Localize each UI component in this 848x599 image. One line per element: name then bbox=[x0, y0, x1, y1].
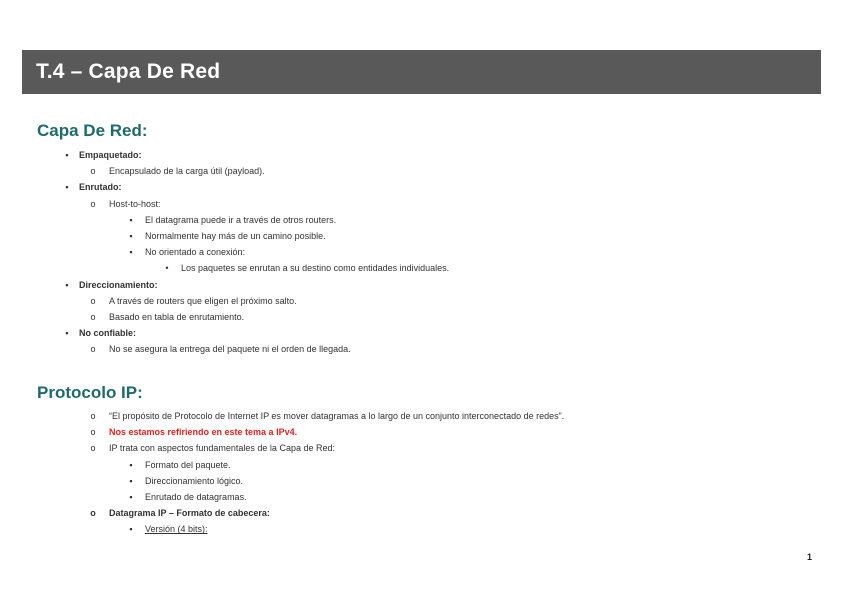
list-item: ▪ Versión (4 bits): bbox=[37, 521, 564, 537]
list-item: • No confiable: bbox=[37, 325, 449, 341]
list-item: o Datagrama IP – Formato de cabecera: bbox=[37, 505, 564, 521]
list-item: • Direccionamiento: bbox=[37, 277, 449, 293]
bullet-icon: • bbox=[65, 150, 69, 160]
circle-bullet-icon: o bbox=[90, 198, 96, 209]
circle-bullet-icon: o bbox=[90, 295, 96, 306]
circle-bullet-icon: o bbox=[90, 427, 96, 438]
section-heading: Capa De Red: bbox=[37, 121, 148, 140]
list-item: • Los paquetes se enrutan a su destino como entidades individuales. bbox=[37, 260, 449, 276]
bullet-icon: • bbox=[65, 182, 69, 193]
square-bullet-icon: ▪ bbox=[129, 524, 133, 535]
circle-bullet-icon: o bbox=[90, 443, 96, 454]
list-item: • Empaquetado: bbox=[37, 147, 449, 163]
list-item: o Host-to-host: bbox=[37, 196, 449, 212]
list-item: • Enrutado: bbox=[37, 179, 449, 195]
square-bullet-icon: ▪ bbox=[129, 231, 133, 242]
section-capa-de-red bbox=[37, 121, 449, 358]
bullet-icon: • bbox=[65, 328, 69, 339]
square-bullet-icon: ▪ bbox=[129, 475, 133, 486]
square-bullet-icon: ▪ bbox=[129, 492, 133, 503]
page-number: 1 bbox=[806, 552, 812, 562]
list-item: o Nos estamos refiriendo en este tema a IPv4. bbox=[37, 424, 564, 440]
circle-bullet-icon: o bbox=[90, 508, 96, 519]
square-bullet-icon: ▪ bbox=[129, 459, 133, 470]
circle-bullet-icon: o bbox=[90, 312, 96, 323]
bullet-icon: • bbox=[165, 263, 169, 274]
list-item: o No se asegura la entrega del paquete ni el orden de llegada. bbox=[37, 341, 449, 357]
header-banner bbox=[22, 50, 821, 94]
square-bullet-icon: ▪ bbox=[129, 247, 133, 258]
list-item: o Basado en tabla de enrutamiento. bbox=[37, 309, 449, 325]
circle-bullet-icon: o bbox=[90, 166, 96, 177]
list-item: o IP trata con aspectos fundamentales de la Capa de Red: bbox=[37, 440, 564, 456]
circle-bullet-icon: o bbox=[90, 344, 96, 355]
list-item: o Encapsulado de la carga útil (payload). bbox=[37, 163, 449, 179]
list-item: ▪ Direccionamiento lógico. bbox=[37, 473, 564, 489]
list-item: ▪ No orientado a conexión: bbox=[37, 244, 449, 260]
page-title: T.4 – Capa De Red bbox=[36, 60, 221, 83]
list-item: o A través de routers que eligen el próximo salto. bbox=[37, 293, 449, 309]
section-list bbox=[37, 147, 449, 358]
list-item: ▪ El datagrama puede ir a través de otros routers. bbox=[37, 212, 449, 228]
section-heading: Protocolo IP: bbox=[37, 383, 143, 402]
list-item: ▪ Formato del paquete. bbox=[37, 457, 564, 473]
bullet-icon: • bbox=[65, 279, 69, 290]
circle-bullet-icon: o bbox=[90, 411, 96, 421]
list-item: ▪ Normalmente hay más de un camino posible. bbox=[37, 228, 449, 244]
section-list bbox=[37, 408, 564, 538]
section-protocolo-ip bbox=[37, 383, 564, 538]
square-bullet-icon: ▪ bbox=[129, 214, 133, 225]
list-item: o “El propósito de Protocolo de Internet IP es mover datagramas a lo largo de un conjunto interconectado de redes”. bbox=[37, 408, 564, 424]
list-item: ▪ Enrutado de datagramas. bbox=[37, 489, 564, 505]
